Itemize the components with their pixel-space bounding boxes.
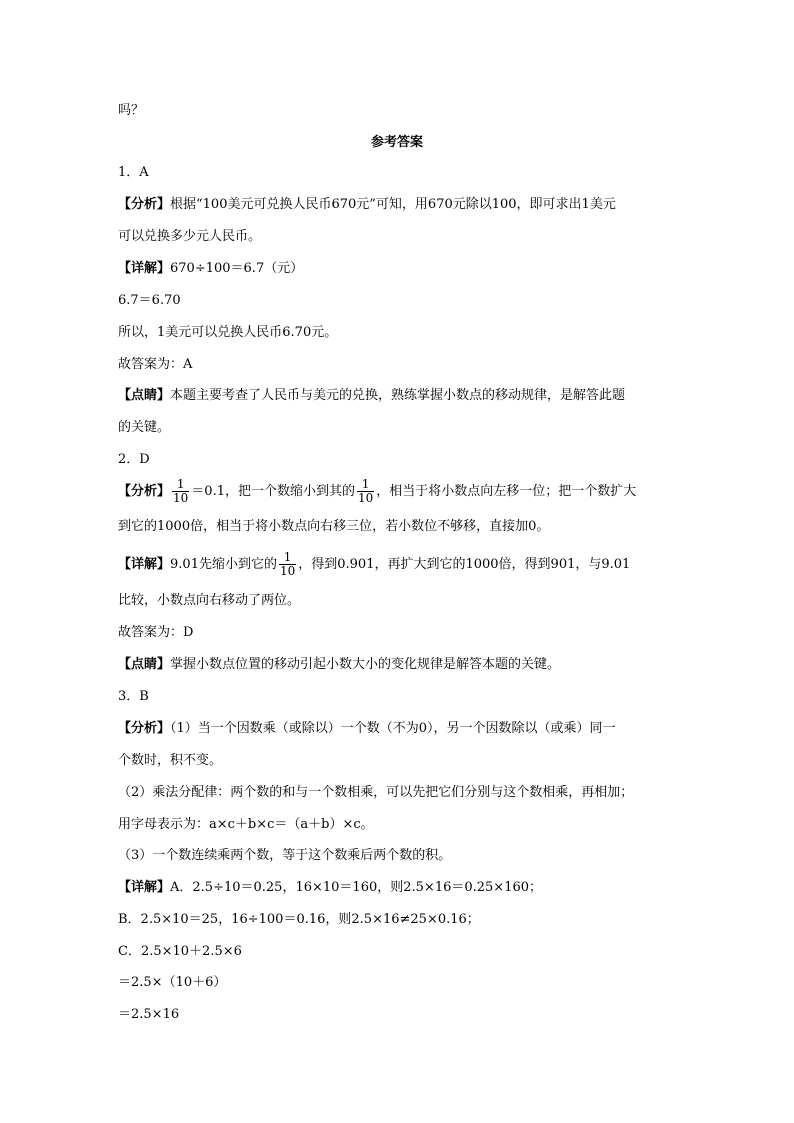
q2-analysis [118,478,636,506]
detail-label: 【详解】 [118,261,171,276]
q2-analysis-text-a: ＝0.1，把一个数缩小到其的 [191,484,355,499]
fraction-one-tenth: $\frac{1}{10}$ [279,550,296,578]
q2-detail-cont: 比较，小数点向右移动了两位。 [118,593,301,608]
detail-label: 【详解】 [118,557,171,572]
q1-analysis-cont: 可以兑换多少元人民币。 [118,229,262,244]
q3-rule-2: （2）乘法分配律：两个数的和与一个数相乘，可以先把它们分别与这个数相乘，再相加； [118,785,634,800]
q3-option-c-step: ＝2.5×（10＋6） [118,975,227,990]
comment-label: 【点睛】 [118,657,171,672]
q3-option-b: B．2.5×10＝25，16÷100＝0.16，则2.5×16≠25×0.16； [118,912,480,927]
q1-answer: 故答案为：A [118,357,193,372]
analysis-label: 【分析】 [118,484,171,499]
comment-label: 【点睛】 [118,388,171,403]
q2-answer: 故答案为：D [118,625,194,640]
q2-analysis-cont: 到它的1000倍，相当于将小数点向右移三位，若小数位不够移，直接加0。 [118,519,550,534]
q2-number: 2．D [118,452,150,467]
q1-detail-text: 670÷100＝6.7（元） [170,261,304,276]
q3-detail-text: A．2.5÷10＝0.25，16×10＝160，则2.5×16＝0.25×160； [170,880,543,895]
question-fragment: 吗？ [118,103,145,118]
q3-option-c-step: ＝2.5×16 [118,1007,180,1022]
q3-analysis-cont: 个数时，积不变。 [118,753,223,768]
q1-conclusion: 所以，1美元可以兑换人民币6.70元。 [118,325,338,340]
q1-calc: 6.7＝6.70 [118,293,181,308]
page-title: 参考答案 [370,135,423,150]
detail-label: 【详解】 [118,880,171,895]
analysis-label: 【分析】 [118,197,171,212]
fraction-one-tenth: $\frac{1}{10}$ [357,477,374,505]
q1-comment-cont: 的关键。 [118,420,171,435]
q1-analysis-text: 根据“100美元可兑换人民币670元”可知，用670元除以100，即可求出1美元 [170,197,616,212]
q2-comment [118,655,560,675]
q2-analysis-text-b: ，相当于将小数点向左移一位；把一个数扩大 [376,484,637,499]
q2-detail-text-a: 9.01先缩小到它的 [170,557,277,572]
q1-comment-text: 本题主要考查了人民币与美元的兑换，熟练掌握小数点的移动规律，是解答此题 [170,388,626,403]
q1-detail [118,259,303,279]
q2-detail [118,551,630,579]
fraction-one-tenth: $\frac{1}{10}$ [173,477,189,505]
q1-number: 1．A [118,165,149,180]
q3-rule-3: （3）一个数连续乘两个数，等于这个数乘后两个数的积。 [118,848,452,863]
q3-detail [118,878,542,898]
q3-analysis [118,719,616,739]
q3-rule-2-cont: 用字母表示为：a×c＋b×c＝（a＋b）×c。 [118,817,374,832]
q3-analysis-text: （1）当一个因数乘（或除以）一个数（不为0），另一个因数除以（或乘）同一 [170,721,616,736]
q1-analysis [118,195,616,215]
q3-option-c: C．2.5×10＋2.5×6 [118,944,242,959]
analysis-label: 【分析】 [118,721,171,736]
q2-detail-text-b: ，得到0.901，再扩大到它的1000倍，得到901，与9.01 [298,557,631,572]
q2-comment-text: 掌握小数点位置的移动引起小数大小的变化规律是解答本题的关键。 [170,657,561,672]
q1-comment [118,386,625,406]
q3-number: 3．B [118,689,149,704]
